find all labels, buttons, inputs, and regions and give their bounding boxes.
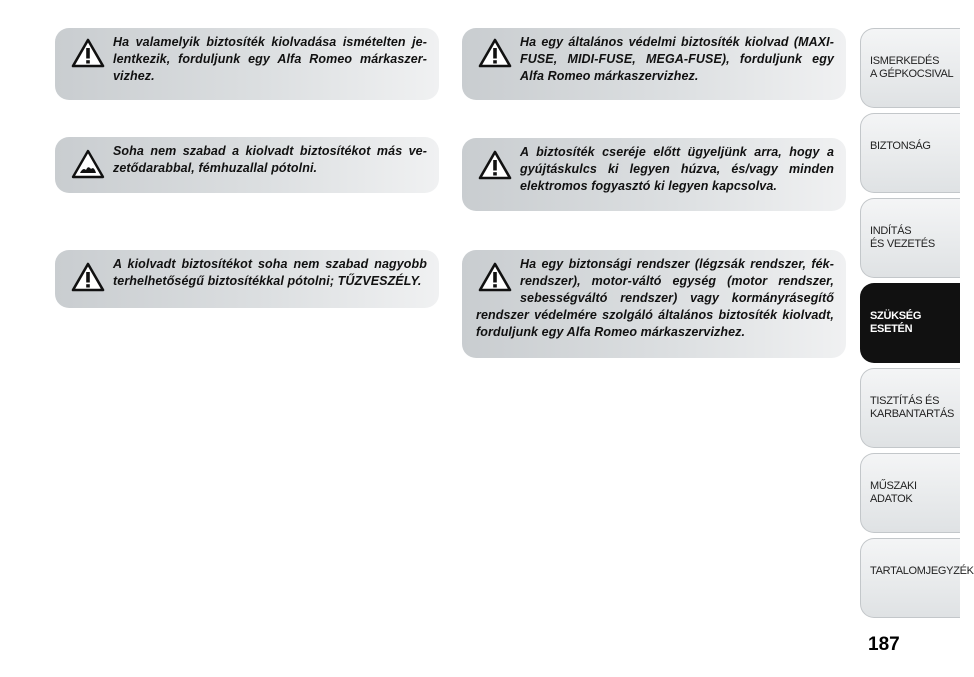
warning-box	[462, 250, 846, 358]
warning-box	[55, 250, 439, 308]
environment-text: Soha nem szabad a kiolvadt biztosítékot más ve-zetődarabbal, fémhuzallal pótolni.	[113, 144, 427, 175]
warning-text: A kiolvadt biztosítékot soha nem szabad nagyobb terhelhetőségű biztosítékkal pótolni; TŰZVESZÉLY.	[113, 257, 427, 288]
warning-triangle-icon	[478, 38, 512, 68]
warning-text: Ha egy általános védelmi biztosíték kiolvad (MAXI-FUSE, MIDI-FUSE, MEGA-FUSE), forduljunk egy Alfa Romeo márkaszervizhez.	[520, 35, 834, 83]
warning-triangle-icon	[71, 38, 105, 68]
warning-box	[462, 138, 846, 211]
warning-triangle-icon	[478, 150, 512, 180]
page-number: 187	[868, 634, 900, 655]
tab-inditas[interactable]: INDÍTÁS ÉS VEZETÉS	[860, 198, 960, 278]
tab-muszaki-adatok[interactable]: MŰSZAKI ADATOK	[860, 453, 960, 533]
environment-box	[55, 137, 439, 193]
warning-text: Ha egy biztonsági rendszer (légzsák rendszer, fék-rendszer), motor-váltó egység (motor rendszer, sebességváltó rendszer) vagy kormányrásegítő rendszer védelmére szolgáló általános biztosíték kiolvadt, forduljunk egy Alfa Romeo márkaszervizhez.	[476, 257, 834, 339]
warning-box	[55, 28, 439, 100]
warning-box	[462, 28, 846, 100]
tab-szukseg-eseten[interactable]: SZÜKSÉG ESETÉN	[860, 283, 960, 363]
warning-triangle-icon	[478, 262, 512, 292]
warning-triangle-icon	[71, 262, 105, 292]
tab-ismerkedes[interactable]: ISMERKEDÉS A GÉPKOCSIVAL	[860, 28, 960, 108]
tab-biztonsag[interactable]: BIZTONSÁG	[860, 113, 960, 193]
tab-tisztitas[interactable]: TISZTÍTÁS ÉS KARBANTARTÁS	[860, 368, 960, 448]
tab-tartalomjegyzek[interactable]: TARTALOMJEGYZÉK	[860, 538, 960, 618]
warning-text: Ha valamelyik biztosíték kiolvadása ismételten je-lentkezik, forduljunk egy Alfa Romeo márkaszer-vizhez.	[113, 35, 427, 83]
chapter-nav	[860, 28, 974, 623]
warning-text: A biztosíték cseréje előtt ügyeljünk arra, hogy a gyújtáskulcs ki legyen húzva, és/vagy minden elektromos fogyasztó ki legyen kapcsolva.	[520, 145, 834, 193]
environment-triangle-icon	[71, 149, 105, 179]
